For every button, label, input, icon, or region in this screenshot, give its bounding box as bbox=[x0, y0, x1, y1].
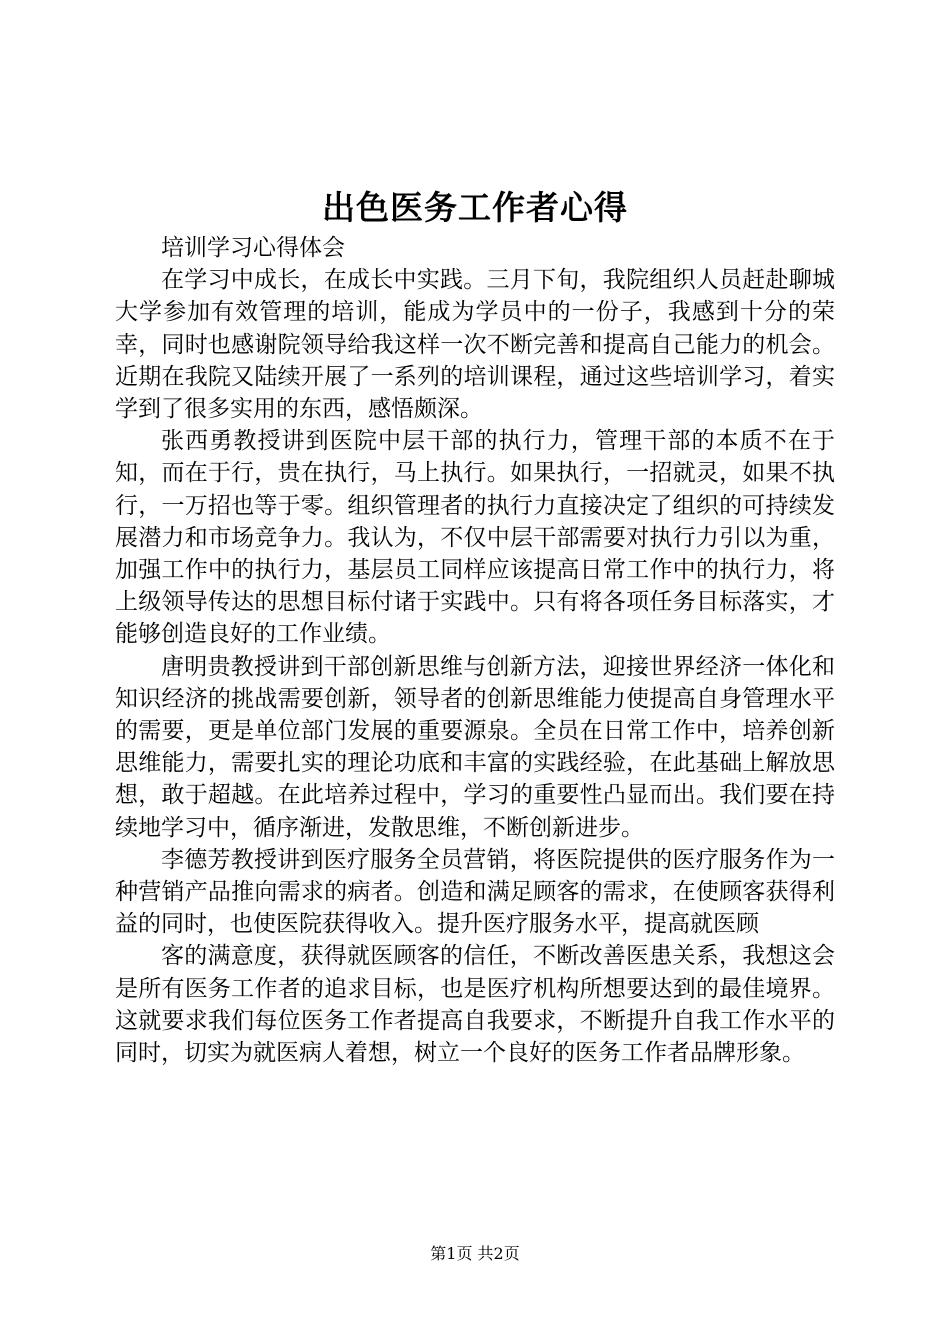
document-body bbox=[115, 232, 835, 1069]
paragraph-innovation: 唐明贵教授讲到干部创新思维与创新方法，迎接世界经济一体化和知识经济的挑战需要创新，领导者的创新思维能力使提高自身管理水平的需要，更是单位部门发展的重要源泉。全员在日常工作中，培养创新思维能力，需要扎实的理论功底和丰富的实践经验，在此基础上解放思想，敢于超越。在此培养过程中，学习的重要性凸显而出。我们要在持续地学习中，循序渐进，发散思维，不断创新进步。 bbox=[115, 653, 835, 841]
document-title: 出色医务工作者心得 bbox=[322, 188, 628, 227]
paragraph-intro: 在学习中成长，在成长中实践。三月下旬，我院组织人员赶赴聊城大学参加有效管理的培训，能成为学员中的一份子，我感到十分的荣幸，同时也感谢院领导给我这样一次不断完善和提高自己能力的机会。近期在我院又陆续开展了一系列的培训课程，通过这些培训学习，着实学到了很多实用的东西，感悟颇深。 bbox=[115, 267, 835, 423]
paragraph-execution: 张西勇教授讲到医院中层干部的执行力，管理干部的本质不在于知，而在于行，贵在执行，马上执行。如果执行，一招就灵，如果不执行，一万招也等于零。组织管理者的执行力直接决定了组织的可持续发展潜力和市场竞争力。我认为，不仅中层干部需要对执行力引以为重，加强工作中的执行力，基层员工同样应该提高日常工作中的执行力，将上级领导传达的思想目标付诸于实践中。只有将各项任务目标落实，才能够创造良好的工作业绩。 bbox=[115, 428, 835, 648]
paragraph-subtitle: 培训学习心得体会 bbox=[161, 235, 345, 261]
paragraph-marketing: 李德芳教授讲到医疗服务全员营销，将医院提供的医疗服务作为一种营销产品推向需求的病者。创造和满足顾客的需求，在使顾客获得利益的同时，也使医院获得收入。提升医疗服务水平，提高就医顾 bbox=[115, 846, 835, 938]
page-number-footer: 第1页 共2页 bbox=[430, 1244, 520, 1263]
paragraph-conclusion: 客的满意度，获得就医顾客的信任，不断改善医患关系，我想这会是所有医务工作者的追求目标，也是医疗机构所想要达到的最佳境界。这就要求我们每位医务工作者提高自我要求，不断提升自我工作水平的同时，切实为就医病人着想，树立一个良好的医务工作者品牌形象。 bbox=[115, 943, 835, 1067]
